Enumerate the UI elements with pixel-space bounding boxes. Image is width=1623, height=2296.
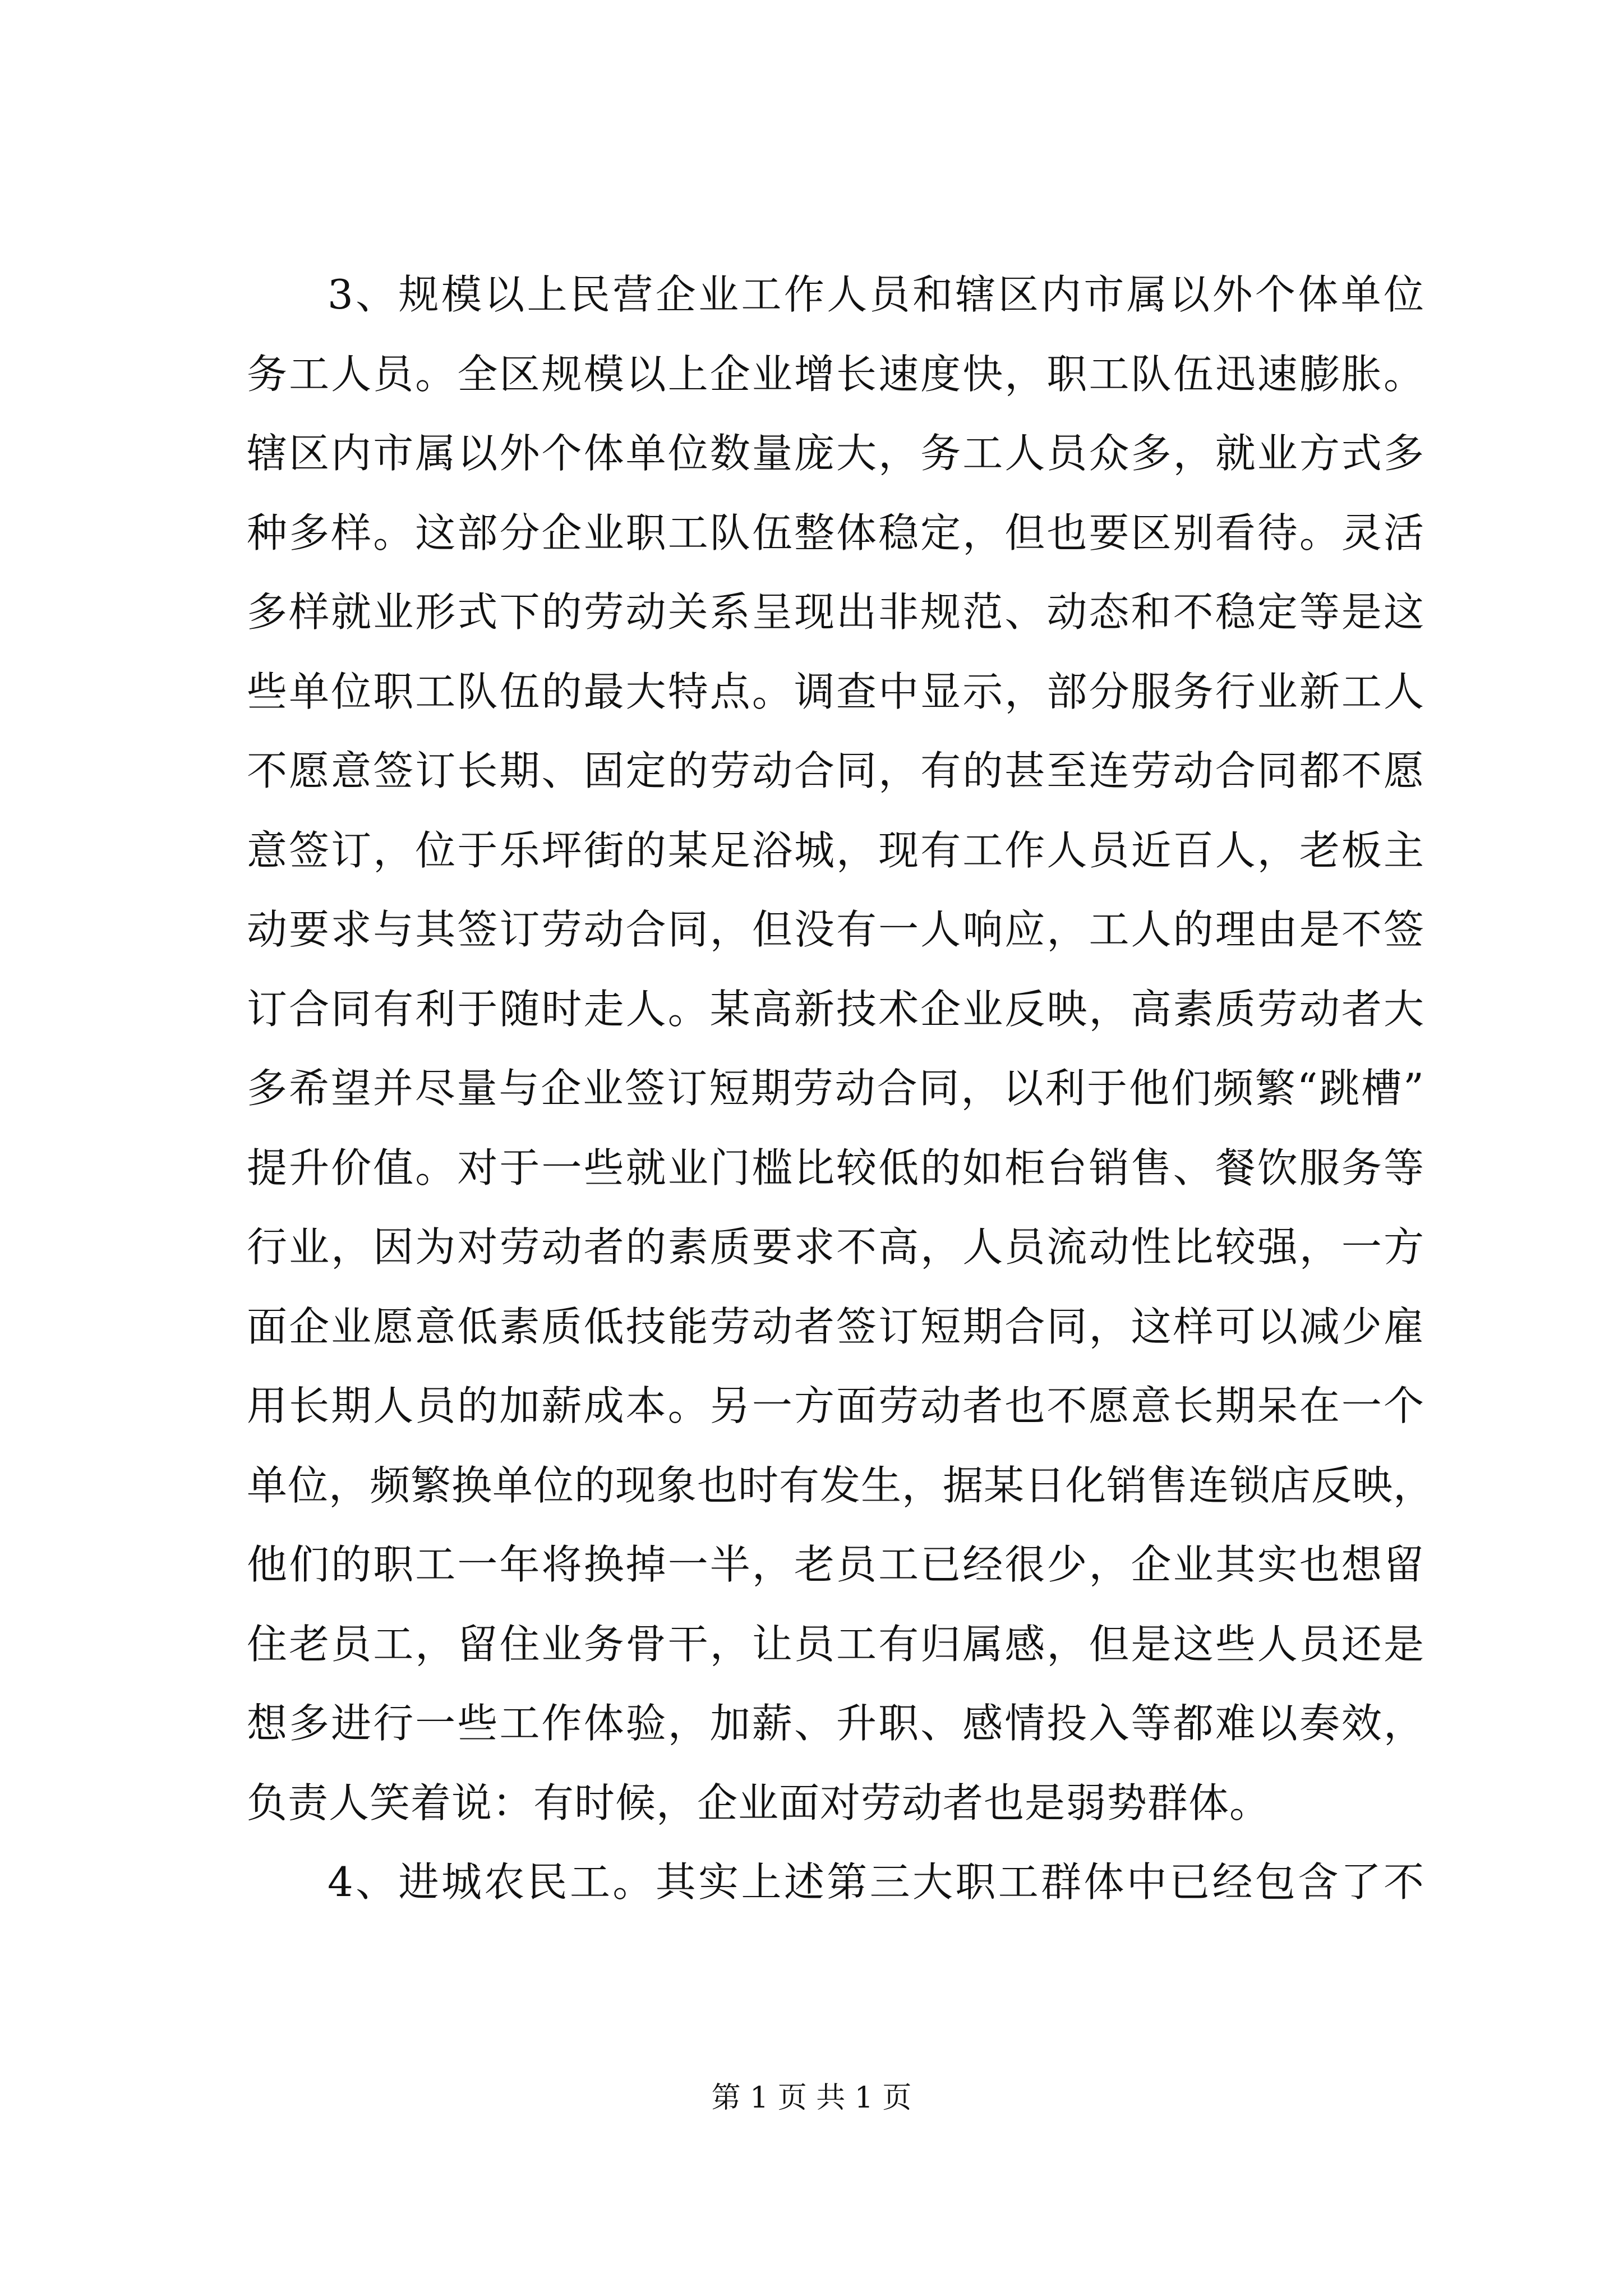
document-body bbox=[247, 255, 1435, 1922]
paragraph-3-line-10: 订合同有利于随时走人。某高新技术企业反映，高素质劳动者大 bbox=[247, 985, 1424, 1033]
paragraph-3-line-7: 不愿意签订长期、固定的劳动合同，有的甚至连劳动合同都不愿 bbox=[247, 747, 1424, 794]
page-number-label: 第 1 页 共 1 页 bbox=[711, 2081, 912, 2115]
paragraph-3-line-14: 面企业愿意低素质低技能劳动者签订短期合同，这样可以减少雇 bbox=[247, 1303, 1424, 1350]
paragraph-3-line-8: 意签订，位于乐坪街的某足浴城，现有工作人员近百人，老板主 bbox=[247, 826, 1424, 874]
paragraph-3-line-15: 用长期人员的加薪成本。另一方面劳动者也不愿意长期呆在一个 bbox=[247, 1382, 1424, 1429]
paragraph-3-line-4: 种多样。这部分企业职工队伍整体稳定，但也要区别看待。灵活 bbox=[247, 509, 1424, 556]
paragraph-3-line-16: 单位，频繁换单位的现象也时有发生，据某日化销售连锁店反映， bbox=[247, 1461, 1435, 1509]
paragraph-4-line-1: 4、进城农民工。其实上述第三大职工群体中已经包含了不 bbox=[328, 1858, 1424, 1906]
paragraph-3-line-11: 多希望并尽量与企业签订短期劳动合同，以利于他们频繁“跳槽” bbox=[247, 1065, 1424, 1112]
paragraph-3-line-6: 些单位职工队伍的最大特点。调查中显示，部分服务行业新工人 bbox=[247, 668, 1424, 715]
paragraph-3-line-1: 3、规模以上民营企业工作人员和辖区内市属以外个体单位 bbox=[328, 271, 1424, 318]
paragraph-3-line-12: 提升价值。对于一些就业门槛比较低的如柜台销售、餐饮服务等 bbox=[247, 1144, 1424, 1191]
paragraph-3-line-19: 想多进行一些工作体验，加薪、升职、感情投入等都难以奏效， bbox=[247, 1700, 1424, 1747]
paragraph-3-line-18: 住老员工，留住业务骨干，让员工有归属感，但是这些人员还是 bbox=[247, 1620, 1424, 1668]
paragraph-3-line-9: 动要求与其签订劳动合同，但没有一人响应，工人的理由是不签 bbox=[247, 906, 1424, 953]
paragraph-3-line-3: 辖区内市属以外个体单位数量庞大，务工人员众多，就业方式多 bbox=[247, 430, 1424, 477]
paragraph-3-line-17: 他们的职工一年将换掉一半，老员工已经很少，企业其实也想留 bbox=[247, 1541, 1424, 1588]
paragraph-3-line-13: 行业，因为对劳动者的素质要求不高，人员流动性比较强，一方 bbox=[247, 1223, 1424, 1271]
paragraph-3-line-20: 负责人笑着说：有时候，企业面对劳动者也是弱势群体。 bbox=[247, 1779, 1271, 1826]
paragraph-3-line-5: 多样就业形式下的劳动关系呈现出非规范、动态和不稳定等是这 bbox=[247, 588, 1424, 636]
paragraph-3-line-2: 务工人员。全区规模以上企业增长速度快，职工队伍迅速膨胀。 bbox=[247, 350, 1424, 398]
page-footer bbox=[0, 2078, 1623, 2118]
